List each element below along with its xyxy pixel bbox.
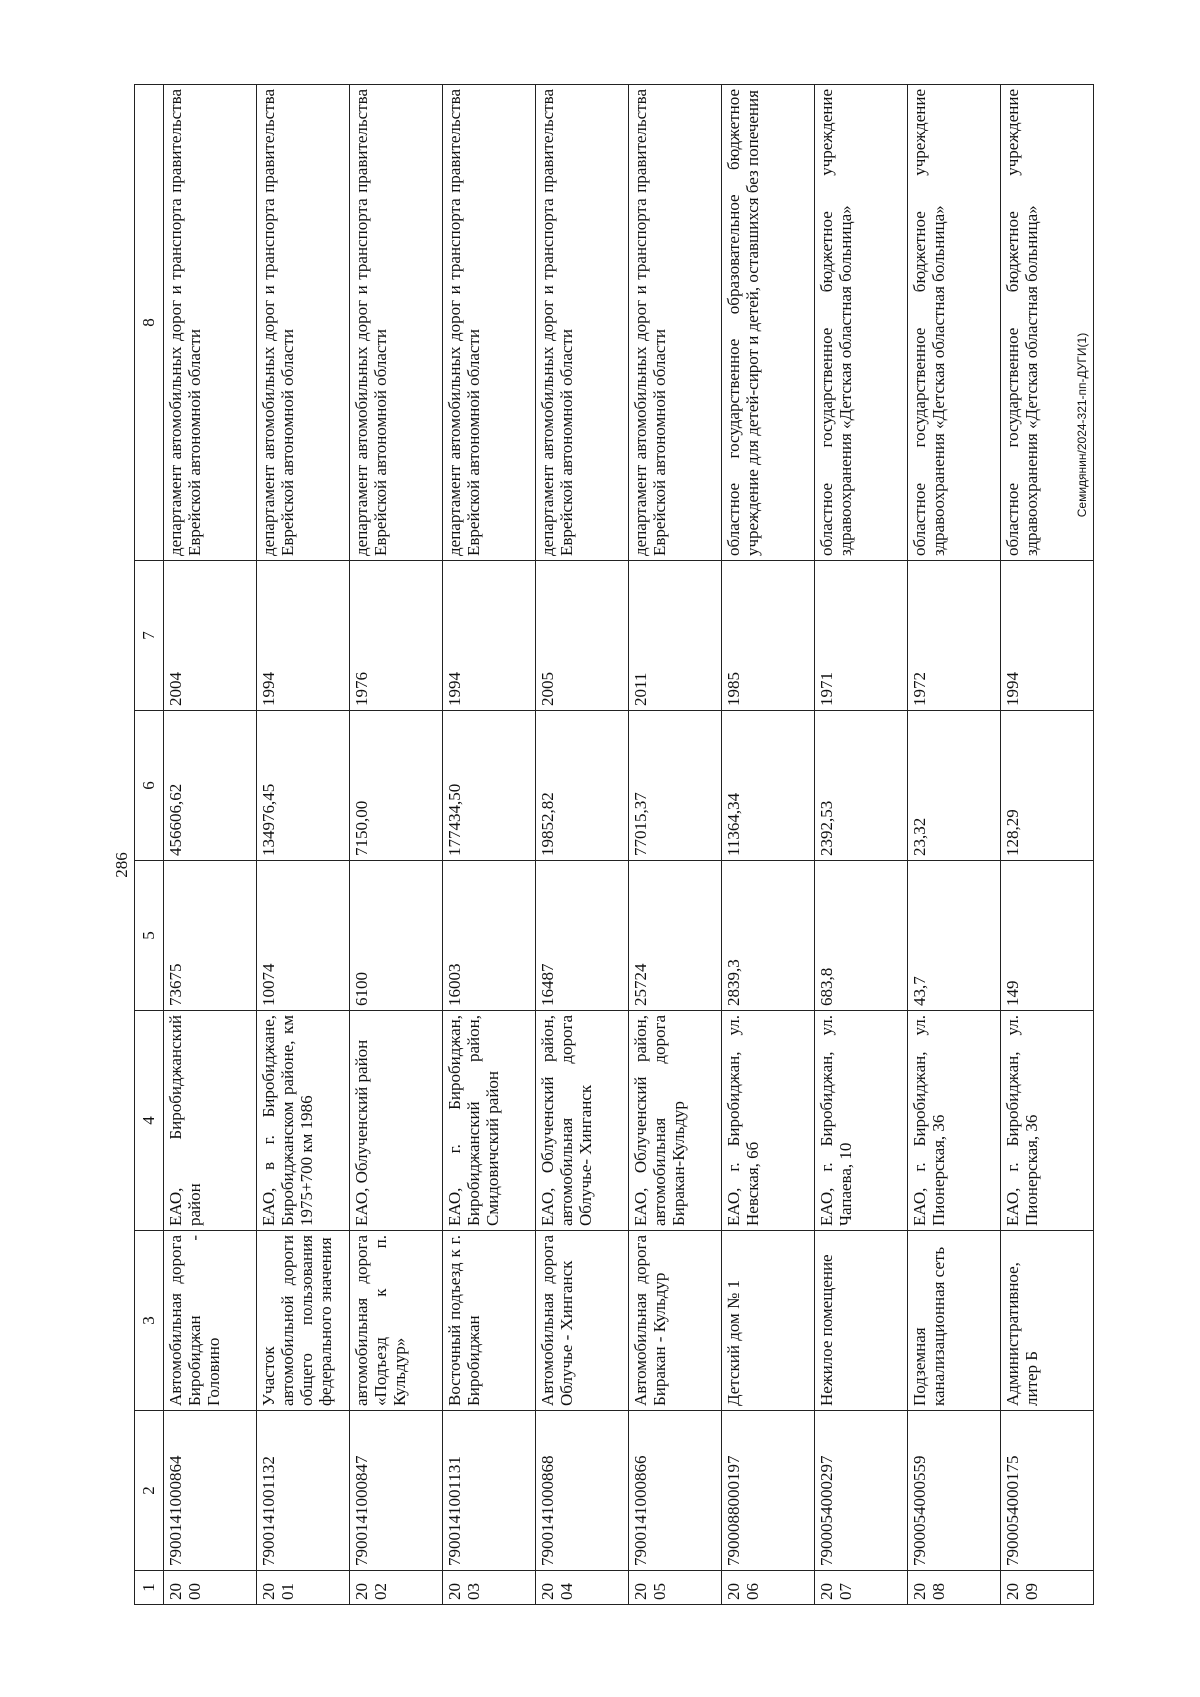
rights-holder: департамент автомобильных дорог и транспорта правительства Еврейской автономной области bbox=[629, 85, 722, 561]
object-address: ЕАО, Облученский район bbox=[350, 1011, 443, 1231]
registry-number: 7900141000847 bbox=[350, 1411, 443, 1571]
row-number: 2002 bbox=[350, 1571, 443, 1605]
row-number: 2008 bbox=[908, 1571, 1001, 1605]
page-number: 286 bbox=[112, 852, 131, 878]
rights-holder: областное государственное бюджетное учреждение здравоохранения «Детская областная больница» bbox=[815, 85, 908, 561]
object-name: Автомобильная дорога Облучье - Хинганск bbox=[536, 1231, 629, 1411]
registry-number: 7900141001131 bbox=[443, 1411, 536, 1571]
object-size: 43,7 bbox=[908, 861, 1001, 1011]
object-name: автомобильная дорога «Подъезд к п. Кульдур» bbox=[350, 1231, 443, 1411]
object-year: 1976 bbox=[350, 561, 443, 711]
object-cost: 23,32 bbox=[908, 711, 1001, 861]
object-cost: 177434,50 bbox=[443, 711, 536, 861]
row-number: 2001 bbox=[257, 1571, 350, 1605]
object-size: 10074 bbox=[257, 861, 350, 1011]
object-year: 1972 bbox=[908, 561, 1001, 711]
object-address: ЕАО, Биробиджанский район bbox=[164, 1011, 257, 1231]
object-name: Детский дом № 1 bbox=[722, 1231, 815, 1411]
rights-holder: областное государственное бюджетное учреждение здравоохранения «Детская областная больница» bbox=[908, 85, 1001, 561]
rights-holder: департамент автомобильных дорог и транспорта правительства Еврейской автономной области bbox=[350, 85, 443, 561]
column-header: 2 bbox=[135, 1411, 164, 1571]
table-row bbox=[536, 85, 629, 1605]
row-number: 2009 bbox=[1001, 1571, 1094, 1605]
property-register-table bbox=[134, 84, 1094, 1605]
registry-number: 7900141000868 bbox=[536, 1411, 629, 1571]
table-row bbox=[1001, 85, 1094, 1605]
object-year: 2011 bbox=[629, 561, 722, 711]
rights-holder: департамент автомобильных дорог и транспорта правительства Еврейской автономной области bbox=[536, 85, 629, 561]
column-header: 8 bbox=[135, 85, 164, 561]
object-name: Нежилое помещение bbox=[815, 1231, 908, 1411]
object-cost: 7150,00 bbox=[350, 711, 443, 861]
table-row bbox=[815, 85, 908, 1605]
object-year: 2004 bbox=[164, 561, 257, 711]
object-cost: 19852,82 bbox=[536, 711, 629, 861]
object-size: 73675 bbox=[164, 861, 257, 1011]
rights-holder: областное государственное образовательное бюджетное учреждение для детей-сирот и детей, оставшихся без попечения bbox=[722, 85, 815, 561]
object-address: ЕАО, г. Биробиджан, ул. Пионерская, 36 bbox=[908, 1011, 1001, 1231]
object-address: ЕАО, в г. Биробиджане, Биробиджанском районе, км 1975+700 км 1986 bbox=[257, 1011, 350, 1231]
registry-number: 7900054000297 bbox=[815, 1411, 908, 1571]
table-row bbox=[443, 85, 536, 1605]
rights-holder: областное государственное бюджетное учреждение здравоохранения «Детская областная больница» bbox=[1001, 85, 1094, 561]
object-size: 6100 bbox=[350, 861, 443, 1011]
row-number: 2007 bbox=[815, 1571, 908, 1605]
row-number: 2004 bbox=[536, 1571, 629, 1605]
table-row bbox=[257, 85, 350, 1605]
row-number: 2005 bbox=[629, 1571, 722, 1605]
object-address: ЕАО, г. Биробиджан, ул. Невская, 6б bbox=[722, 1011, 815, 1231]
rights-holder: департамент автомобильных дорог и транспорта правительства Еврейской автономной области bbox=[257, 85, 350, 561]
object-cost: 2392,53 bbox=[815, 711, 908, 861]
column-header: 7 bbox=[135, 561, 164, 711]
table-row bbox=[722, 85, 815, 1605]
registry-number: 7900141000864 bbox=[164, 1411, 257, 1571]
object-cost: 456606,62 bbox=[164, 711, 257, 861]
object-year: 1994 bbox=[1001, 561, 1094, 711]
registry-number: 7900141001132 bbox=[257, 1411, 350, 1571]
rotated-page bbox=[100, 85, 1100, 1605]
object-name: Участок автомобильной дороги общего пользования федерального значения bbox=[257, 1231, 350, 1411]
object-year: 1985 bbox=[722, 561, 815, 711]
object-year: 1971 bbox=[815, 561, 908, 711]
object-size: 149 bbox=[1001, 861, 1094, 1011]
table-row bbox=[350, 85, 443, 1605]
column-header: 3 bbox=[135, 1231, 164, 1411]
table-row bbox=[908, 85, 1001, 1605]
registry-number: 7900088000197 bbox=[722, 1411, 815, 1571]
table-row bbox=[629, 85, 722, 1605]
object-name: Автомобильная дорога Биракан - Кульдур bbox=[629, 1231, 722, 1411]
object-size: 16487 bbox=[536, 861, 629, 1011]
document-footer: Семидянин/2024-321-пп-ДУГИ(1) bbox=[1075, 332, 1089, 518]
row-number: 2006 bbox=[722, 1571, 815, 1605]
column-header: 6 bbox=[135, 711, 164, 861]
object-name: Восточный подъезд к г. Биробиджан bbox=[443, 1231, 536, 1411]
column-header: 4 bbox=[135, 1011, 164, 1231]
object-cost: 134976,45 bbox=[257, 711, 350, 861]
row-number: 2003 bbox=[443, 1571, 536, 1605]
row-number: 2000 bbox=[164, 1571, 257, 1605]
object-cost: 11364,34 bbox=[722, 711, 815, 861]
object-address: ЕАО, г. Биробиджан, ул. Чапаева, 10 bbox=[815, 1011, 908, 1231]
object-size: 2839,3 bbox=[722, 861, 815, 1011]
rights-holder: департамент автомобильных дорог и транспорта правительства Еврейской автономной области bbox=[443, 85, 536, 561]
object-address: ЕАО, Облученский район, автомобильная дорога Облучье- Хинганск bbox=[536, 1011, 629, 1231]
column-header: 1 bbox=[135, 1571, 164, 1605]
object-year: 1994 bbox=[443, 561, 536, 711]
object-size: 16003 bbox=[443, 861, 536, 1011]
object-year: 1994 bbox=[257, 561, 350, 711]
column-header: 5 bbox=[135, 861, 164, 1011]
registry-number: 7900054000559 bbox=[908, 1411, 1001, 1571]
object-address: ЕАО, г. Биробиджан, Биробиджанский район, Смидовичский район bbox=[443, 1011, 536, 1231]
object-cost: 77015,37 bbox=[629, 711, 722, 861]
object-name: Автомобильная дорога Биробиджан - Головино bbox=[164, 1231, 257, 1411]
header-row bbox=[135, 85, 164, 1605]
table-row bbox=[164, 85, 257, 1605]
object-year: 2005 bbox=[536, 561, 629, 711]
object-name: Подземная канализационная сеть bbox=[908, 1231, 1001, 1411]
object-name: Административное, литер Б bbox=[1001, 1231, 1094, 1411]
rights-holder: департамент автомобильных дорог и транспорта правительства Еврейской автономной области bbox=[164, 85, 257, 561]
object-address: ЕАО, Облученский район, автомобильная дорога Биракан-Кульдур bbox=[629, 1011, 722, 1231]
object-cost: 128,29 bbox=[1001, 711, 1094, 861]
registry-number: 7900141000866 bbox=[629, 1411, 722, 1571]
object-size: 25724 bbox=[629, 861, 722, 1011]
registry-number: 7900054000175 bbox=[1001, 1411, 1094, 1571]
object-address: ЕАО, г. Биробиджан, ул. Пионерская, 36 bbox=[1001, 1011, 1094, 1231]
object-size: 683,8 bbox=[815, 861, 908, 1011]
